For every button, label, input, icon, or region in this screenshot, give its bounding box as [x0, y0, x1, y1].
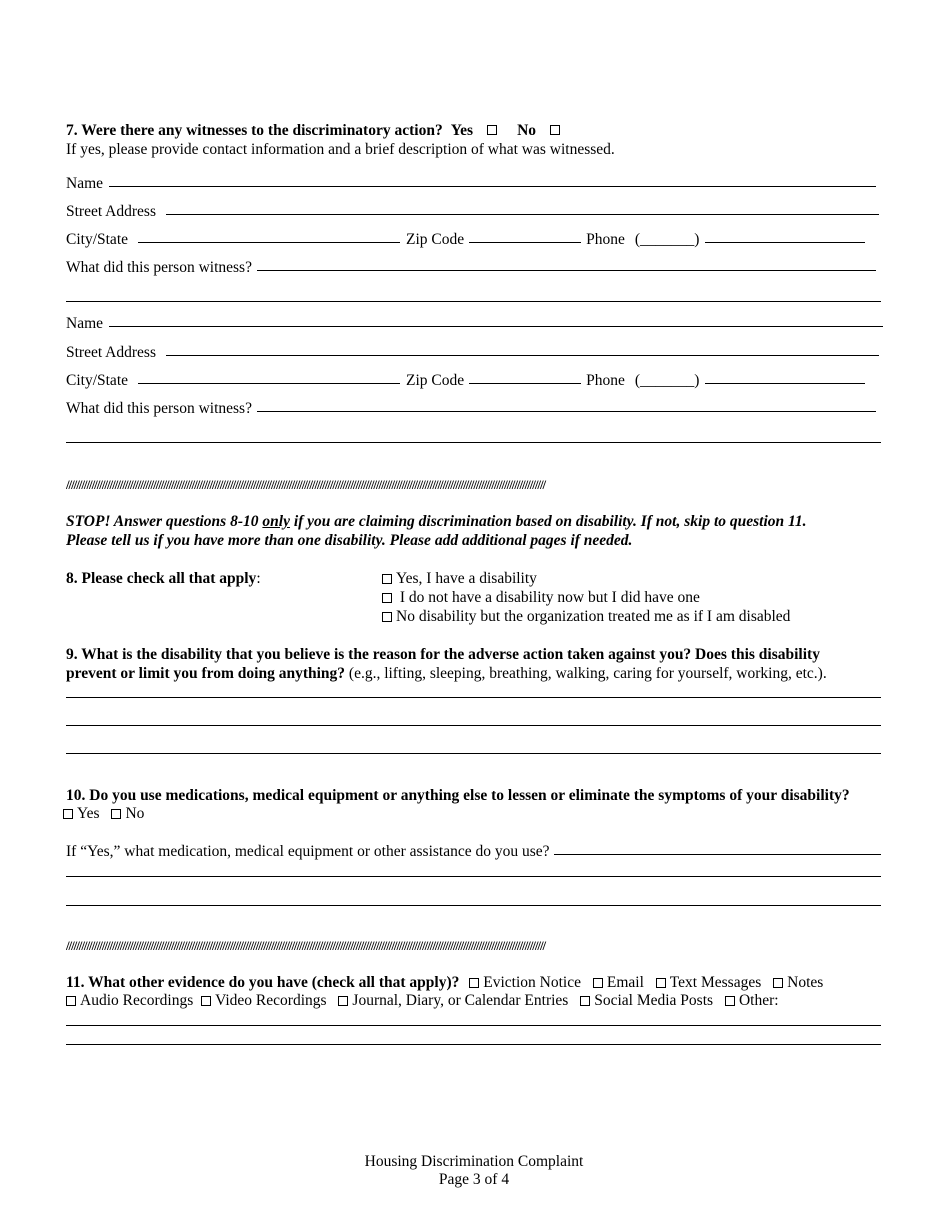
q10-answer-line-1[interactable]: [66, 876, 881, 877]
q11-notes-checkbox[interactable]: [773, 978, 783, 988]
q11-text-checkbox[interactable]: [656, 978, 666, 988]
q7-question: 7. Were there any witnesses to the discriminatory action?: [66, 122, 443, 139]
q11-answer-line-1[interactable]: [66, 1025, 881, 1026]
q9-question-line2: [66, 664, 882, 683]
witness1-extra-line[interactable]: [66, 301, 881, 302]
q11-line1: [66, 973, 882, 992]
witness2-city-row: [66, 371, 882, 390]
q9-examples: (e.g., lifting, sleeping, breathing, walking, caring for yourself, working, etc.).: [345, 665, 827, 682]
q7-instruction: If yes, please provide contact information and a brief description of what was witnessed.: [66, 141, 615, 158]
q11-audio-checkbox[interactable]: [66, 996, 76, 1006]
q11-email-label: Email: [606, 974, 644, 991]
witness2-zip-field[interactable]: [469, 383, 581, 384]
witness2-name-label: Name: [66, 315, 104, 332]
witness2-phone-label: Phone: [586, 372, 625, 389]
footer-title: Housing Discrimination Complaint: [364, 1153, 584, 1170]
witness2-city-field[interactable]: [138, 383, 400, 384]
witness2-witness-label: What did this person witness?: [66, 400, 252, 417]
q9-answer-line-1[interactable]: [66, 697, 881, 698]
witness1-name-field[interactable]: [109, 186, 876, 187]
witness1-name-row: [66, 174, 876, 193]
q10-options: [63, 804, 879, 823]
q7-no-checkbox[interactable]: [550, 125, 560, 135]
witness1-witness-row: [66, 258, 876, 277]
q11-video-checkbox[interactable]: [201, 996, 211, 1006]
q11-notes-label: Notes: [787, 974, 824, 991]
q10-followup-label: If “Yes,” what medication, medical equipment or other assistance do you use?: [66, 843, 550, 860]
section-divider-2: ///////////////////////////////////////////////////////////////////////////////////////////////////////////////////////////////////////////////////////////////////////////////////////////: [66, 938, 546, 953]
section-divider-1: ///////////////////////////////////////////////////////////////////////////////////////////////////////////////////////////////////////////////////////////////////////////////////////////: [66, 477, 546, 492]
witness2-street-label: Street Address: [66, 344, 156, 361]
q11-video-label: Video Recordings: [215, 992, 327, 1009]
stop-notice-line1: [66, 512, 882, 531]
witness2-phone-field[interactable]: [705, 383, 865, 384]
q11-question: 11. What other evidence do you have (check all that apply)?: [66, 974, 460, 991]
witness1-street-label: Street Address: [66, 203, 156, 220]
q7-yes-label: Yes: [450, 122, 474, 139]
q11-other-checkbox[interactable]: [725, 996, 735, 1006]
q9-question-line1: 9. What is the disability that you believe is the reason for the adverse action taken against you? Does this disability: [66, 646, 820, 663]
q8-colon: :: [256, 570, 261, 587]
q11-other-label: Other:: [738, 992, 779, 1009]
witness1-phone-label: Phone: [586, 231, 625, 248]
q10-no-checkbox[interactable]: [111, 809, 121, 819]
q9-answer-line-3[interactable]: [66, 753, 881, 754]
q11-eviction-checkbox[interactable]: [469, 978, 479, 988]
witness2-street-row: [66, 343, 879, 362]
witness1-phone-area[interactable]: (_______): [634, 231, 700, 248]
q8-option-2-checkbox[interactable]: [382, 593, 392, 603]
stop-suffix: if you are claiming discrimination based on disability. If not, skip to question 11.: [289, 513, 807, 530]
q11-eviction-label: Eviction Notice: [483, 974, 581, 991]
q9-bold: prevent or limit you from doing anything?: [66, 665, 346, 682]
q7-no-label: No: [517, 122, 537, 139]
q11-social-label: Social Media Posts: [594, 992, 714, 1009]
q8-option-3-checkbox[interactable]: [382, 612, 392, 622]
q7-question-row: [66, 121, 882, 140]
q8-option-1-label: Yes, I have a disability: [396, 570, 537, 587]
q8-option-1-checkbox[interactable]: [382, 574, 392, 584]
witness1-zip-label: Zip Code: [406, 231, 465, 248]
witness1-name-label: Name: [66, 175, 104, 192]
witness1-witness-label: What did this person witness?: [66, 259, 252, 276]
q8-label-row: [66, 569, 366, 588]
q11-journal-label: Journal, Diary, or Calendar Entries: [352, 992, 569, 1009]
witness2-phone-area[interactable]: (_______): [634, 372, 700, 389]
witness1-phone-field[interactable]: [705, 242, 865, 243]
witness2-name-row: [66, 314, 883, 333]
witness2-street-field[interactable]: [166, 355, 879, 356]
q8-option-3: [382, 607, 882, 626]
q11-line2: [66, 991, 882, 1010]
q10-followup-row: [66, 842, 881, 861]
witness2-witness-field[interactable]: [257, 411, 876, 412]
q11-journal-checkbox[interactable]: [338, 996, 348, 1006]
witness1-city-row: [66, 230, 882, 249]
witness1-street-field[interactable]: [166, 214, 879, 215]
q10-no-label: No: [125, 805, 145, 822]
q11-text-label: Text Messages: [669, 974, 762, 991]
witness1-witness-field[interactable]: [257, 270, 876, 271]
q10-yes-label: Yes: [77, 805, 100, 822]
q11-answer-line-2[interactable]: [66, 1044, 881, 1045]
stop-notice-line2: Please tell us if you have more than one disability. Please add additional pages if needed.: [66, 532, 633, 549]
witness1-city-label: City/State: [66, 231, 128, 248]
q10-yes-checkbox[interactable]: [63, 809, 73, 819]
q11-audio-label: Audio Recordings: [80, 992, 194, 1009]
q8-label: 8. Please check all that apply: [66, 570, 257, 587]
q8-option-1: [382, 569, 882, 588]
q8-option-2: [382, 588, 882, 607]
q10-question: 10. Do you use medications, medical equipment or anything else to lessen or eliminate the symptoms of your disability?: [66, 787, 850, 804]
witness2-name-field[interactable]: [109, 326, 883, 327]
q10-answer-line-2[interactable]: [66, 905, 881, 906]
q8-option-2-label: I do not have a disability now but I did have one: [396, 589, 700, 606]
q10-followup-field[interactable]: [554, 854, 881, 855]
q9-answer-line-2[interactable]: [66, 725, 881, 726]
q8-option-3-label: No disability but the organization treated me as if I am disabled: [396, 608, 791, 625]
q11-email-checkbox[interactable]: [593, 978, 603, 988]
witness1-city-field[interactable]: [138, 242, 400, 243]
stop-prefix: STOP! Answer questions 8-10: [66, 513, 263, 530]
witness2-city-label: City/State: [66, 372, 128, 389]
witness2-zip-label: Zip Code: [406, 372, 465, 389]
witness1-zip-field[interactable]: [469, 242, 581, 243]
witness1-street-row: [66, 202, 879, 221]
complaint-form-page: [66, 0, 882, 1230]
footer-page-number: Page 3 of 4: [438, 1171, 510, 1188]
stop-only: only: [262, 513, 290, 530]
q7-yes-checkbox[interactable]: [487, 125, 497, 135]
witness2-witness-row: [66, 399, 876, 418]
witness2-extra-line[interactable]: [66, 442, 881, 443]
q11-social-checkbox[interactable]: [580, 996, 590, 1006]
